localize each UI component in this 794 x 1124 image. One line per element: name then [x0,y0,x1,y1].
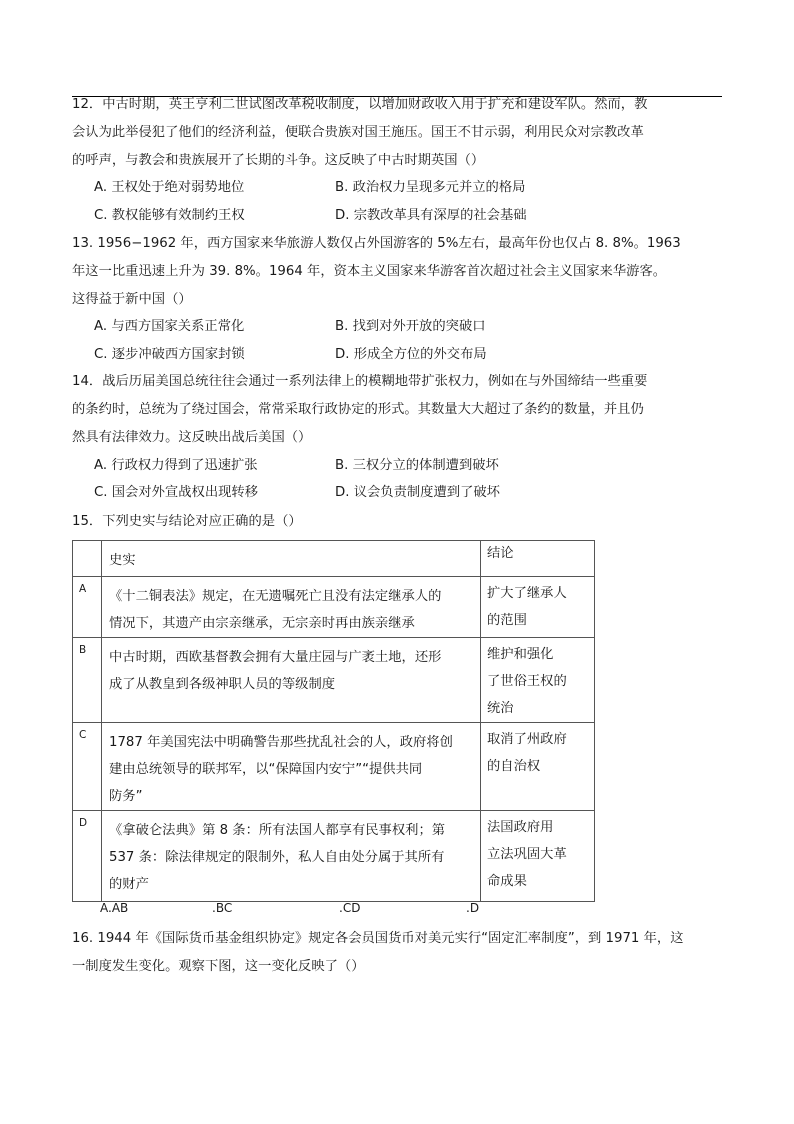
q13-option-a: A. 与西方国家关系正常化 [94,319,245,334]
row-c-fact-line-2: 建由总统领导的联邦军，以“保障国内安宁”“提供共同 [109,762,423,777]
row-d-conclusion-line-3: 命成果 [487,874,527,889]
row-a-conclusion-line-1: 扩大了继承人 [487,586,567,601]
row-a-conclusion-cell [481,577,595,638]
row-c-conclusion-line-1: 取消了州政府 [487,732,567,747]
row-d-fact-line-3: 的财产 [109,877,149,892]
q13-option-b: B. 找到对外开放的突破口 [335,319,486,334]
q12-option-a: A. 王权处于绝对弱势地位 [94,180,245,195]
q15-table [72,540,595,902]
row-d-fact-line-2: 537 条：除法律规定的限制外，私人自由处分属于其所有 [109,850,445,865]
table-header-row [73,541,595,577]
q15-stem: 15．下列史实与结论对应正确的是（） [72,514,302,529]
row-label: A [73,577,102,638]
row-b-conclusion-line-1: 维护和强化 [487,647,554,662]
row-d-fact-line-1: 《拿破仑法典》第 8 条：所有法国人都享有民事权利；第 [109,823,446,838]
row-a-conclusion-line-2: 的范围 [487,613,527,628]
q12-line-2: 会认为此举侵犯了他们的经济利益，便联合贵族对国王施压。国王不甘示弱，利用民众对宗教改革 [72,125,644,140]
q13-line-3: 这得益于新中国（） [72,292,192,307]
header-label-cell [73,541,102,577]
row-b-conclusion-line-3: 统治 [487,701,514,716]
header-fact: 史实 [109,553,136,568]
q14-option-b: B. 三权分立的体制遭到破坏 [335,458,499,473]
row-label: B [73,638,102,723]
q13-option-d: D. 形成全方位的外交布局 [335,347,487,362]
q15-answer-a: A.AB [100,901,129,915]
header-fact-cell [102,541,481,577]
q15-answer-b: .BC [212,901,233,915]
row-c-conclusion-cell [481,723,595,811]
row-a-fact-line-1: 《十二铜表法》规定，在无遗嘱死亡且没有法定继承人的 [109,589,442,604]
row-b-conclusion-cell [481,638,595,723]
row-d-conclusion-cell [481,811,595,902]
q14-option-c: C. 国会对外宣战权出现转移 [94,485,259,500]
table-row-a [73,577,595,638]
q13-option-c: C. 逐步冲破西方国家封锁 [94,347,245,362]
row-a-fact-line-2: 情况下，其遗产由宗亲继承，无宗亲时再由族亲继承 [109,616,415,631]
q12-line-3: 的呼声，与教会和贵族展开了长期的斗争。这反映了中古时期英国（） [72,153,485,168]
q12-option-d: D. 宗教改革具有深厚的社会基础 [335,208,527,223]
q15-answer-d: .D [466,901,480,915]
row-c-fact-line-3: 防务” [109,789,143,804]
q14-option-d: D. 议会负责制度遭到了破坏 [335,485,500,500]
row-b-conclusion-line-2: 了世俗王权的 [487,674,567,689]
row-b-fact-line-2: 成了从教皇到各级神职人员的等级制度 [109,677,336,692]
q13-line-2: 年这一比重迅速上升为 39. 8%。1964 年，资本主义国家来华游客首次超过社会主义国家来华游客。 [72,264,667,279]
q13-line-1: 13. 1956−1962 年，西方国家来华旅游人数仅占外国游客的 5%左右，最高年份也仅占 8. 8%。1963 [72,236,681,251]
row-label: D [73,811,102,902]
q15-answer-c: .CD [339,901,361,915]
row-a-fact-cell [102,577,481,638]
row-d-conclusion-line-1: 法国政府用 [487,820,554,835]
header-conclusion: 结论 [487,546,514,561]
row-b-fact-line-1: 中古时期，西欧基督教会拥有大量庄园与广袤土地，还形 [109,650,442,665]
table-row-c [73,723,595,811]
row-c-conclusion-line-2: 的自治权 [487,759,541,774]
header-conclusion-cell [481,541,595,577]
row-b-fact-cell [102,638,481,723]
q12-option-b: B. 政治权力呈现多元并立的格局 [335,180,526,195]
q14-option-a: A. 行政权力得到了迅速扩张 [94,458,258,473]
q14-line-3: 然具有法律效力。这反映出战后美国（） [72,430,312,445]
q12-line-1: 12．中古时期，英王亨利二世试图改革税收制度，以增加财政收入用于扩充和建设军队。然而，教 [72,97,648,112]
q14-line-2: 的条约时，总统为了绕过国会，常常采取行政协定的形式。其数量大大超过了条约的数量，并且仍 [72,402,644,417]
row-d-fact-cell [102,811,481,902]
table-row-d [73,811,595,902]
q12-option-c: C. 教权能够有效制约王权 [94,208,245,223]
row-c-fact-line-1: 1787 年美国宪法中明确警告那些扰乱社会的人，政府将创 [109,735,453,750]
q16-line-1: 16. 1944 年《国际货币基金组织协定》规定各会员国货币对美元实行“固定汇率制度”，到 1971 年，这 [72,931,684,946]
row-label: C [73,723,102,811]
row-c-fact-cell [102,723,481,811]
q14-line-1: 14．战后历届美国总统往往会通过一系列法律上的模糊地带扩张权力，例如在与外国缔结一些重要 [72,374,648,389]
q16-line-2: 一制度发生变化。观察下图，这一变化反映了（） [72,959,365,974]
table-row-b [73,638,595,723]
row-d-conclusion-line-2: 立法巩固大革 [487,847,567,862]
